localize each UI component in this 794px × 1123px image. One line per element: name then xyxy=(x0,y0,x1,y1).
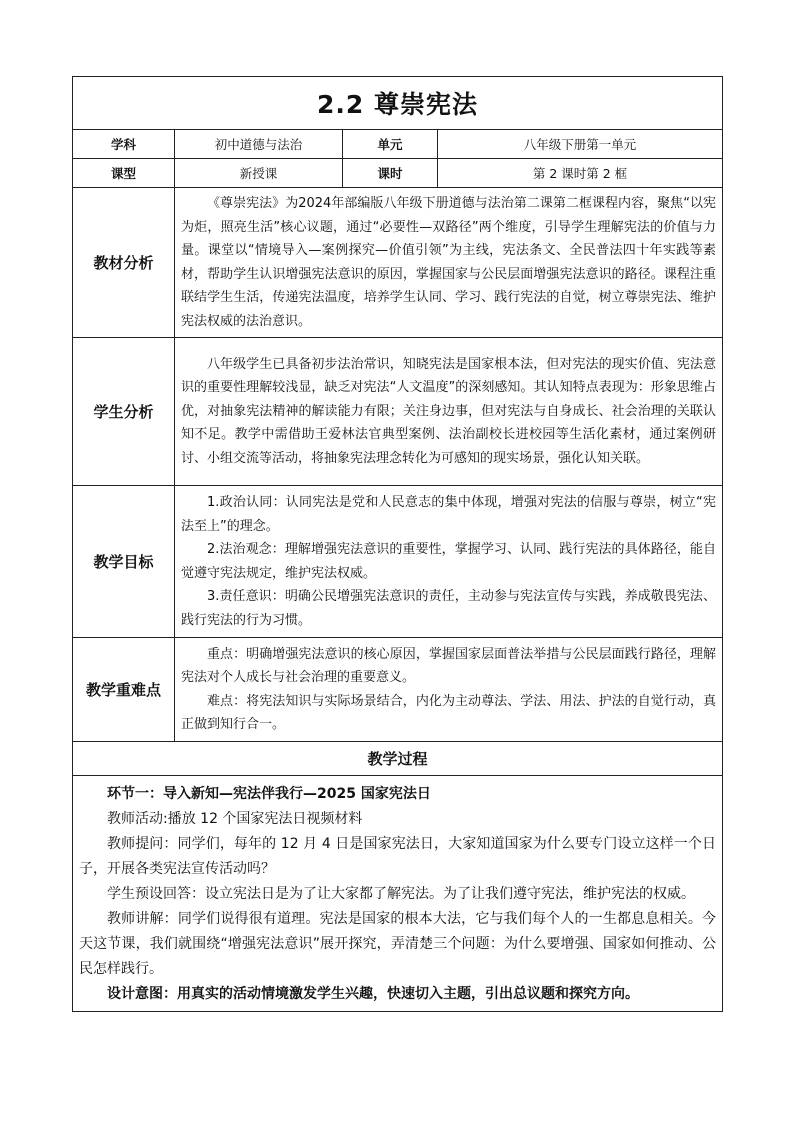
teaching-goals-label: 教学目标 xyxy=(73,486,175,638)
process-paragraph: 教师提问：同学们，每年的 12 月 4 日是国家宪法日，大家知道国家为什么要专门设立这样一个日子，开展各类宪法宣传活动吗？ xyxy=(79,836,716,877)
period-label: 课时 xyxy=(343,159,438,188)
process-paragraph: 教师活动:播放 12 个国家宪法日视频材料 xyxy=(107,811,363,827)
unit-label: 单元 xyxy=(343,130,438,159)
teaching-process-title: 教学过程 xyxy=(73,742,723,776)
material-analysis-cell xyxy=(175,188,723,338)
teaching-goals-cell xyxy=(175,486,723,638)
key-points-label: 教学重难点 xyxy=(73,638,175,742)
key-points-cell xyxy=(175,638,723,742)
design-intent: 设计意图：用真实的活动情境激发学生兴趣，快速切入主题，引出总议题和探究方向。 xyxy=(107,986,639,1002)
lesson-plan-table xyxy=(72,76,723,1012)
subject-value: 初中道德与法治 xyxy=(175,130,343,159)
goal-item: 2.法治观念：理解增强宪法意识的重要性，掌握学习、认同、践行宪法的具体路径，能自觉遵守宪法规定，维护宪法权威。 xyxy=(181,542,716,581)
goal-item: 1.政治认同：认同宪法是党和人民意志的集中体现，增强对宪法的信服与尊崇，树立“宪法至上”的理念。 xyxy=(181,495,716,534)
type-label: 课型 xyxy=(73,159,175,188)
teaching-process-body xyxy=(73,776,723,1012)
material-analysis-text: 《尊崇宪法》为2024年部编版八年级下册道德与法治第二课第二框课程内容，聚焦“以宪为炬，照亮生活”核心议题，通过“必要性—双路径”两个维度，引导学生理解宪法的价值与力量。课堂以“情境导入—案例探究—价值引领”为主线，宪法条文、全民普法四十年实践等素材，帮助学生认识增强宪法意识的原因，掌握国家与公民层面增强宪法意识的路径。课程注重联结学生生活，传递宪法温度，培养学生认同、学习、践行宪法的自觉，树立尊崇宪法、维护宪法权威的法治意识。 xyxy=(181,196,716,329)
key-point-item: 重点：明确增强宪法意识的核心原因，掌握国家层面普法举措与公民层面践行路径，理解宪法对个人成长与社会治理的重要意义。 xyxy=(181,646,716,685)
process-paragraph: 学生预设回答：设立宪法日是为了让大家都了解宪法。为了让我们遵守宪法，维护宪法的权威。 xyxy=(107,886,695,902)
document-title: 2.2 尊崇宪法 xyxy=(73,77,723,130)
student-analysis-cell xyxy=(175,338,723,486)
student-analysis-label: 学生分析 xyxy=(73,338,175,486)
stage-heading: 环节一：导入新知—宪法伴我行—2025 国家宪法日 xyxy=(107,786,431,802)
goal-item: 3.责任意识：明确公民增强宪法意识的责任，主动参与宪法宣传与实践，养成敬畏宪法、践行宪法的行为习惯。 xyxy=(181,589,716,628)
subject-label: 学科 xyxy=(73,130,175,159)
period-value: 第 2 课时第 2 框 xyxy=(438,159,723,188)
student-analysis-text: 八年级学生已具备初步法治常识，知晓宪法是国家根本法，但对宪法的现实价值、宪法意识的重要性理解较浅显，缺乏对宪法“人文温度”的深刻感知。其认知特点表现为：形象思维占优，对抽象宪法精神的解读能力有限；关注身边事，但对宪法与自身成长、社会治理的关联认知不足。教学中需借助王爱林法官典型案例、法治副校长进校园等生活化素材，通过案例研讨、小组交流等活动，将抽象宪法理念转化为可感知的现实场景，强化认知关联。 xyxy=(181,356,716,466)
difficulty-item: 难点：将宪法知识与实际场景结合，内化为主动尊法、学法、用法、护法的自觉行动，真正做到知行合一。 xyxy=(181,693,716,732)
material-analysis-label: 教材分析 xyxy=(73,188,175,338)
lesson-plan-page xyxy=(72,76,722,1012)
unit-value: 八年级下册第一单元 xyxy=(438,130,723,159)
type-value: 新授课 xyxy=(175,159,343,188)
process-paragraph: 教师讲解：同学们说得很有道理。宪法是国家的根本大法，它与我们每个人的一生都息息相关。今天这节课，我们就围绕“增强宪法意识”展开探究，弄清楚三个问题：为什么要增强、国家如何推动、公民怎样践行。 xyxy=(79,911,716,977)
